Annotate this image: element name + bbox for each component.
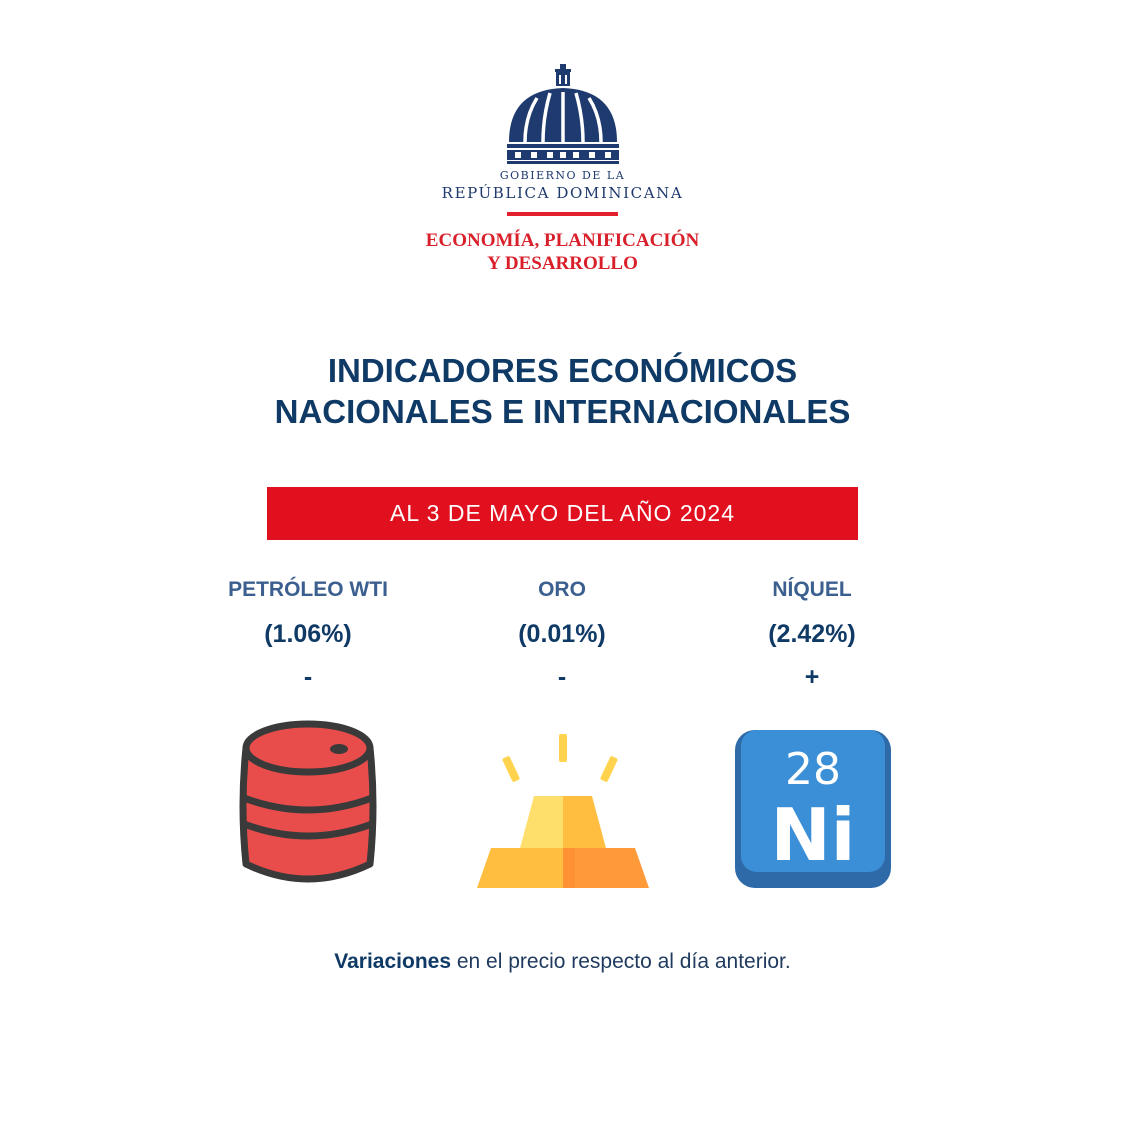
nickel-element-icon (735, 718, 891, 888)
divider (507, 212, 618, 216)
ministry-name (0, 229, 1125, 275)
ministry-line-1: ECONOMÍA, PLANIFICACIÓN (425, 230, 700, 251)
nickel-symbol: Ni (770, 793, 856, 877)
footnote-bold: Variaciones (334, 950, 452, 973)
ministry-line-2: Y DESARROLLO (487, 253, 638, 274)
indicator-change-gold: (0.01%) (518, 620, 606, 648)
indicator-sign-nickel: + (804, 663, 820, 691)
indicator-change-oil: (1.06%) (264, 620, 352, 648)
indicator-label-gold: ORO (538, 578, 586, 601)
indicator-change-nickel: (2.42%) (768, 620, 856, 648)
indicator-sign-oil: - (303, 663, 313, 691)
title-line-1: INDICADORES ECONÓMICOS (327, 352, 798, 389)
gov-line-1: GOBIERNO DE LA (499, 169, 626, 182)
title-line-2: NACIONALES E INTERNACIONALES (274, 393, 851, 430)
indicator-label-oil: PETRÓLEO WTI (228, 578, 388, 601)
gov-line-2: REPÚBLICA DOMINICANA (441, 184, 684, 202)
indicator-label-nickel: NÍQUEL (772, 578, 852, 601)
footnote-text: en el precio respecto al día anterior. (451, 950, 791, 973)
page-title (0, 350, 1125, 432)
date-banner (267, 487, 858, 540)
government-dome-logo (505, 62, 621, 166)
nickel-atomic-number: 28 (785, 744, 841, 795)
footnote (0, 950, 1125, 974)
date-banner-text: AL 3 DE MAYO DEL AÑO 2024 (389, 500, 735, 526)
oil-barrel-icon (238, 718, 378, 894)
gold-bars-icon (475, 718, 649, 890)
indicator-sign-gold: - (557, 663, 567, 691)
